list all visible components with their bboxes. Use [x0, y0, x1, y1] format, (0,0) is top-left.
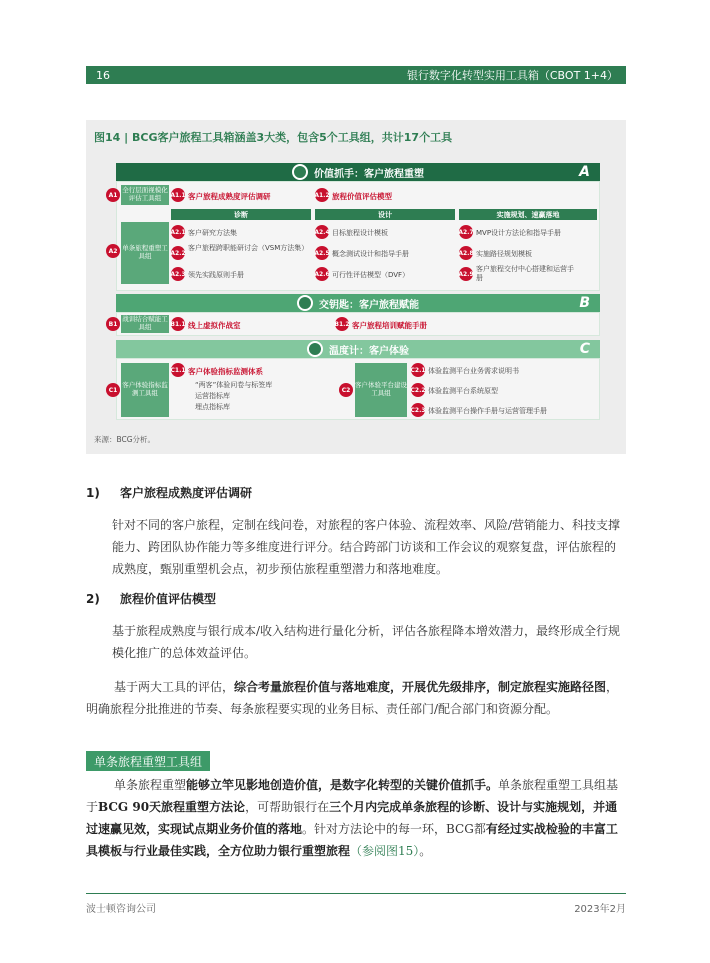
a11-label: 客户旅程成熟度评估调研 — [188, 192, 271, 201]
p4-j: 。 — [419, 844, 432, 858]
section-1-heading — [86, 484, 252, 501]
p4-b: 能够立竿见影地创造价值，是数字化转型的关键价值抓手。 — [186, 778, 499, 792]
col-diagnose: 诊断 — [171, 209, 311, 220]
figure-title: 图14 | BCG客户旅程工具箱涵盖3大类，包含5个工具组，共计17个工具 — [94, 131, 453, 144]
a24-label: 目标旅程设计模板 — [332, 229, 388, 237]
a25-code: A2.5 — [315, 246, 329, 260]
band-b — [116, 294, 600, 312]
c1-circle: C1 — [106, 383, 120, 397]
section-1-body: 针对不同的客户旅程，定制在线问卷，对旅程的客户体验、流程效率、风险/营销能力、科技支撑能力、跨团队协作能力等多维度进行评分。结合跨部门访谈和工作会议的观察复盘，评估旅程的成熟度，甄别重塑机会点，初步预估旅程重塑潜力和落地难度。 — [112, 518, 621, 576]
c2-group: 客户体验平台建设工具组 — [355, 363, 407, 417]
c11-sub-2: 运营指标库 — [195, 392, 230, 400]
c23-code: C2.3 — [411, 403, 425, 417]
panel-c — [108, 358, 600, 420]
p4-h: 有经过实战检验的丰富工具模板与行业最佳实践，全方位助力银行重塑旅程 — [86, 822, 618, 858]
page-header — [86, 66, 626, 84]
c21-label: 体验监测平台业务需求说明书 — [428, 367, 519, 375]
section-2-body: 基于旅程成熟度与银行成本/收入结构进行量化分析，评估各旅程降本增效潜力，最终形成全行规模化推广的总体效益评估。 — [112, 624, 621, 660]
col-implement: 实施规划、速赢落地 — [459, 209, 597, 220]
p3-b: 综合考量旅程价值与落地难度，开展优先级排序，制定旅程实施路径图 — [234, 680, 607, 694]
figure-14 — [86, 120, 626, 454]
a29-label: 客户旅程交付中心搭建和运营手册 — [476, 265, 574, 282]
band-a-letter: A — [579, 164, 590, 180]
a2-circle: A2 — [106, 244, 120, 258]
section-2-number: 2) — [86, 592, 100, 606]
a27-label: MVP设计方法论和指导手册 — [476, 229, 562, 237]
c11-label: 客户体验指标监测体系 — [188, 367, 263, 376]
a28-label: 实施路径规划模板 — [476, 250, 532, 258]
p4-e: ，可帮助银行在 — [245, 800, 330, 814]
a21-code: A2.1 — [171, 225, 185, 239]
a2-group: 单条旅程重塑工具组 — [121, 222, 169, 284]
col-design: 设计 — [315, 209, 455, 220]
b1-group: 战训结合赋能工具组 — [122, 315, 168, 331]
c11-sub-1: “两客”体验问卷与标签库 — [195, 381, 273, 389]
b11-code: B1.1 — [171, 317, 185, 331]
figure-source: 来源：BCG分析。 — [94, 435, 156, 444]
b11-label: 线上虚拟作战室 — [188, 321, 241, 330]
p4-c: 单条旅程重塑工具组基于 — [86, 778, 619, 814]
page-number: 16 — [96, 68, 110, 82]
panel-a — [108, 181, 600, 291]
single-journey-paragraph — [86, 774, 627, 862]
a29-code: A2.9 — [459, 267, 473, 281]
b12-code: B1.2 — [335, 317, 349, 331]
a25-label: 概念测试设计和指导手册 — [332, 250, 409, 258]
p4-f: 三个月内完成单条旅程的诊断、设计与实施规划，并通过速赢见效，实现试点期业务价值的落地 — [86, 800, 618, 836]
section-1-number: 1) — [86, 486, 100, 500]
a24-code: A2.4 — [315, 225, 329, 239]
band-a-title: 价值抓手：客户旅程重塑 — [314, 168, 424, 180]
band-c — [116, 340, 600, 358]
section-tag: 单条旅程重塑工具组 — [86, 751, 210, 771]
b12-label: 客户旅程培训赋能手册 — [352, 321, 427, 330]
hand-icon — [292, 164, 308, 180]
a28-code: A2.8 — [459, 246, 473, 260]
c21-code: C2.1 — [411, 363, 425, 377]
band-b-letter: B — [579, 295, 590, 311]
c23-label: 体验监测平台操作手册与运营管理手册 — [428, 407, 547, 415]
book-title: 银行数字化转型实用工具箱（CBOT 1+4） — [406, 69, 618, 82]
priority-paragraph — [86, 676, 627, 720]
p4-d: BCG 90天旅程重塑方法论 — [98, 800, 246, 814]
a21-label: 客户研究方法集 — [188, 229, 237, 237]
panel-b — [108, 312, 600, 336]
a22-code: A2.2 — [171, 246, 185, 260]
a23-code: A2.3 — [171, 267, 185, 281]
section-2-heading — [86, 590, 216, 607]
a1-group: 全行层面视模化评估工具组 — [121, 185, 169, 205]
footer-company: 波士顿咨询公司 — [86, 904, 156, 915]
band-b-title: 交钥匙：客户旅程赋能 — [319, 299, 419, 311]
p3-c: ，明确旅程分批推进的节奏、每条旅程要实现的业务目标、责任部门/配合部门和资源分配。 — [86, 680, 619, 716]
c1-group: 客户体验指标监测工具组 — [121, 363, 169, 417]
c2-circle: C2 — [339, 383, 353, 397]
a26-code: A2.6 — [315, 267, 329, 281]
c22-code: C2.2 — [411, 383, 425, 397]
a23-label: 领先实践原则手册 — [188, 271, 244, 279]
a27-code: A2.7 — [459, 225, 473, 239]
a26-label: 可行性评估模型（DVF） — [332, 271, 410, 279]
key-icon — [297, 295, 313, 311]
section-2-title: 旅程价值评估模型 — [120, 592, 217, 606]
a11-code: A1.1 — [171, 188, 185, 202]
band-c-title: 温度计：客户体验 — [329, 345, 409, 357]
p4-a: 单条旅程重塑 — [114, 778, 187, 792]
c22-label: 体验监测平台系统原型 — [428, 387, 498, 395]
thermometer-icon — [307, 341, 323, 357]
p3-a: 基于两大工具的评估， — [114, 680, 235, 694]
band-a — [116, 163, 600, 181]
figure-15-link[interactable]: （参阅图15） — [350, 844, 420, 858]
a12-code: A1.2 — [315, 188, 329, 202]
a12-label: 旅程价值评估模型 — [332, 192, 392, 201]
section-1-title: 客户旅程成熟度评估调研 — [120, 486, 253, 500]
c11-sub-3: 埋点指标库 — [195, 403, 230, 411]
page-footer — [86, 893, 626, 915]
c11-code: C1.1 — [171, 363, 185, 377]
a22-label: 客户旅程跨职能研讨会（VSM方法集） — [188, 244, 309, 252]
b1-circle: B1 — [106, 317, 120, 331]
a1-circle: A1 — [106, 188, 120, 202]
footer-date: 2023年2月 — [574, 904, 626, 915]
p4-g: 。针对方法论中的每一环，BCG都 — [302, 822, 486, 836]
band-c-letter: C — [579, 341, 590, 357]
